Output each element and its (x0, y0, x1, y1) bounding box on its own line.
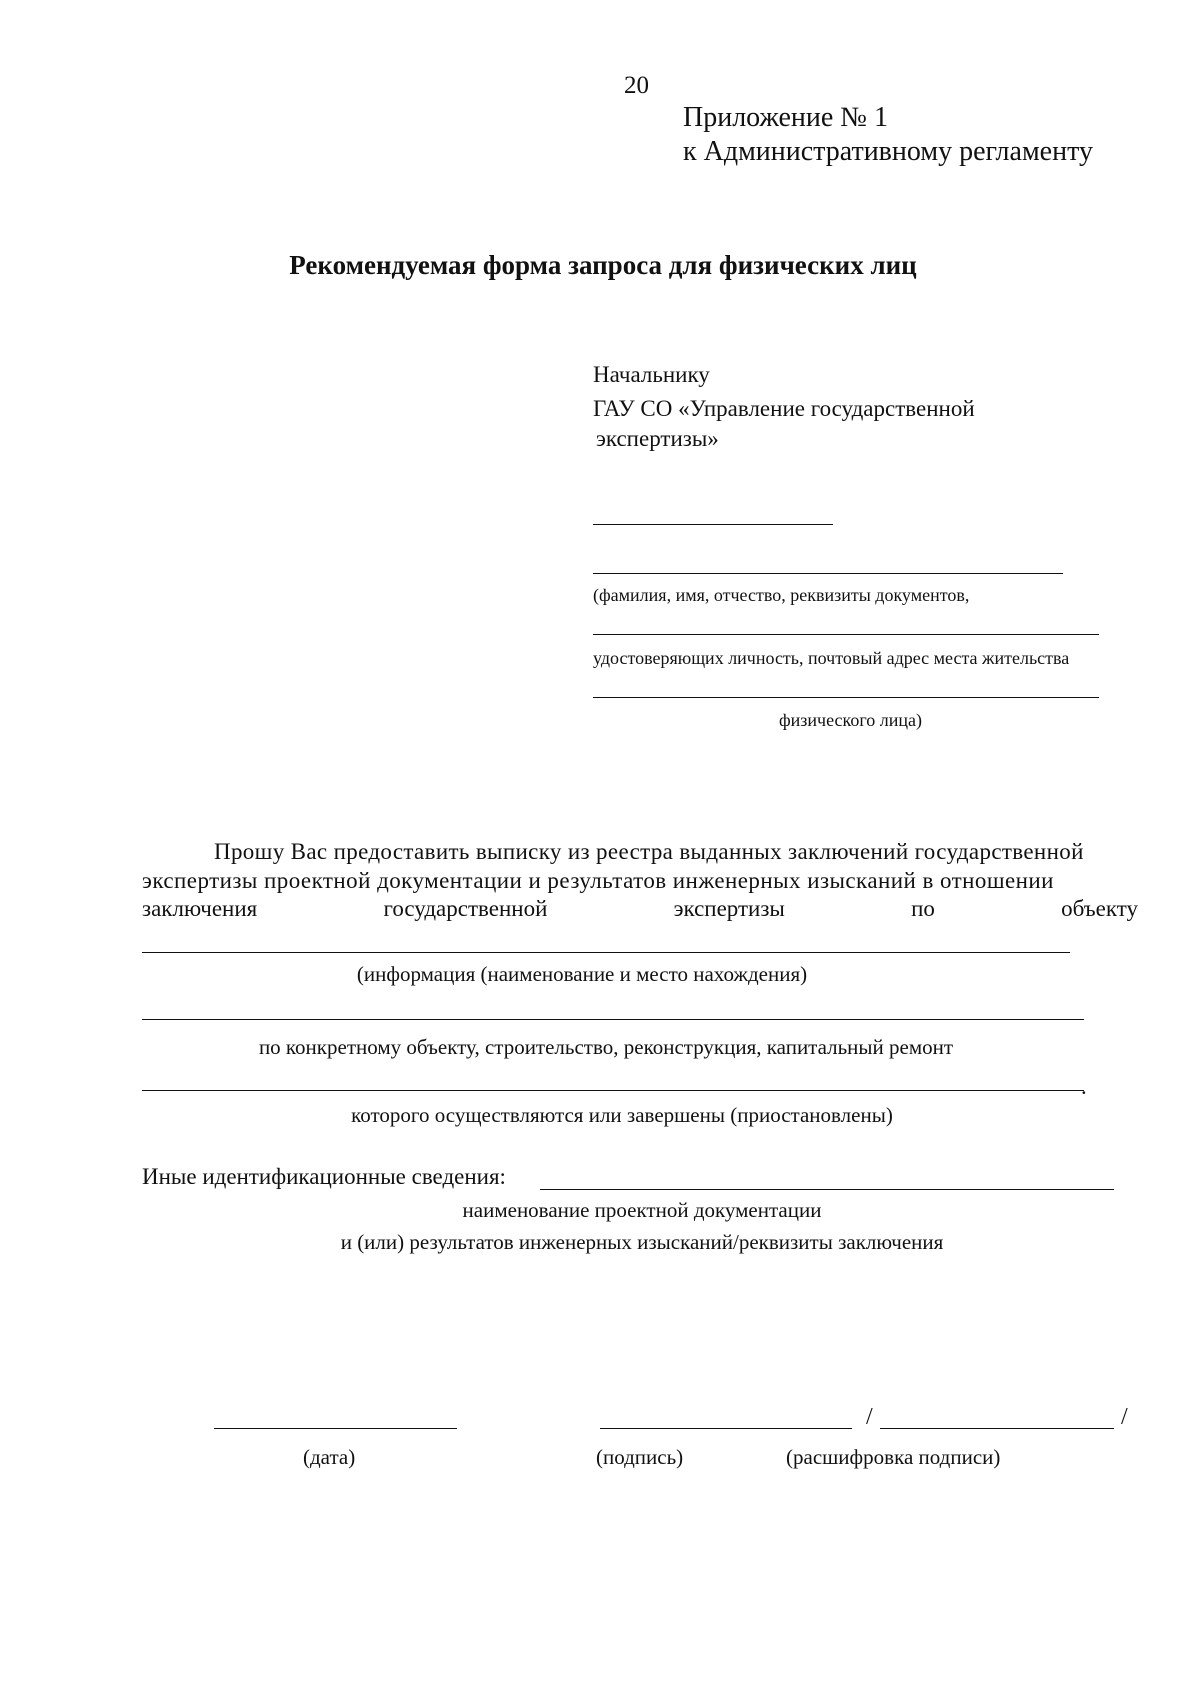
object-details-hint: по конкретному объекту, строительство, реконструкция, капитальный ремонт (258, 1035, 954, 1059)
addressee-organization-line2: экспертизы» (596, 426, 719, 451)
request-word-5: объекту (1061, 896, 1138, 921)
addressee-position: Начальнику (593, 362, 710, 387)
applicant-short-line[interactable] (593, 524, 833, 525)
signature-label: (подпись) (596, 1445, 684, 1469)
other-info-line[interactable] (540, 1189, 1114, 1190)
request-word-2: государственной (383, 896, 548, 921)
object-details-line[interactable] (142, 1019, 1084, 1020)
object-info-line[interactable] (142, 952, 1070, 953)
date-line[interactable] (214, 1428, 457, 1429)
object-info-hint: (информация (наименование и место нахождения) (356, 962, 808, 986)
date-label: (дата) (303, 1445, 356, 1469)
signature-slash-right: / (1121, 1404, 1128, 1430)
request-paragraph-line1: Прошу Вас предоставить выписку из реестра выданных заключений государственной (214, 839, 1084, 864)
applicant-hint-1: (фамилия, имя, отчество, реквизиты документов, (593, 585, 970, 605)
request-paragraph-line3 (142, 896, 1138, 922)
other-info-hint-2: и (или) результатов инженерных изысканий/реквизиты заключения (340, 1230, 944, 1254)
request-word-3: экспертизы (673, 896, 785, 921)
appendix-number: Приложение № 1 (683, 102, 888, 133)
signature-decoding-label: (расшифровка подписи) (786, 1445, 1001, 1469)
applicant-documents-line[interactable] (593, 634, 1099, 635)
request-word-1: заключения (142, 896, 258, 921)
other-info-hint-1: наименование проектной документации (462, 1198, 822, 1222)
applicant-hint-3: физического лица) (779, 710, 923, 730)
signature-line[interactable] (600, 1428, 852, 1429)
appendix-reference: к Административному регламенту (683, 136, 1093, 167)
addressee-organization-line1: ГАУ СО «Управление государственной (593, 396, 975, 421)
request-word-4: по (911, 896, 935, 921)
request-paragraph-line2: экспертизы проектной документации и результатов инженерных изысканий в отношении (142, 868, 1054, 893)
applicant-name-line[interactable] (593, 573, 1063, 574)
other-info-label: Иные идентификационные сведения: (142, 1164, 506, 1189)
object-status-line[interactable] (142, 1090, 1084, 1091)
page-number: 20 (624, 72, 649, 99)
applicant-hint-2: удостоверяющих личность, почтовый адрес места жительства (593, 648, 1070, 668)
applicant-address-line[interactable] (593, 697, 1099, 698)
form-title: Рекомендуемая форма запроса для физических лиц (289, 250, 917, 280)
signature-decoding-line[interactable] (880, 1428, 1114, 1429)
object-status-hint: которого осуществляются или завершены (приостановлены) (351, 1103, 893, 1127)
line-end-period: . (1081, 1074, 1087, 1099)
signature-slash-left: / (866, 1404, 873, 1430)
